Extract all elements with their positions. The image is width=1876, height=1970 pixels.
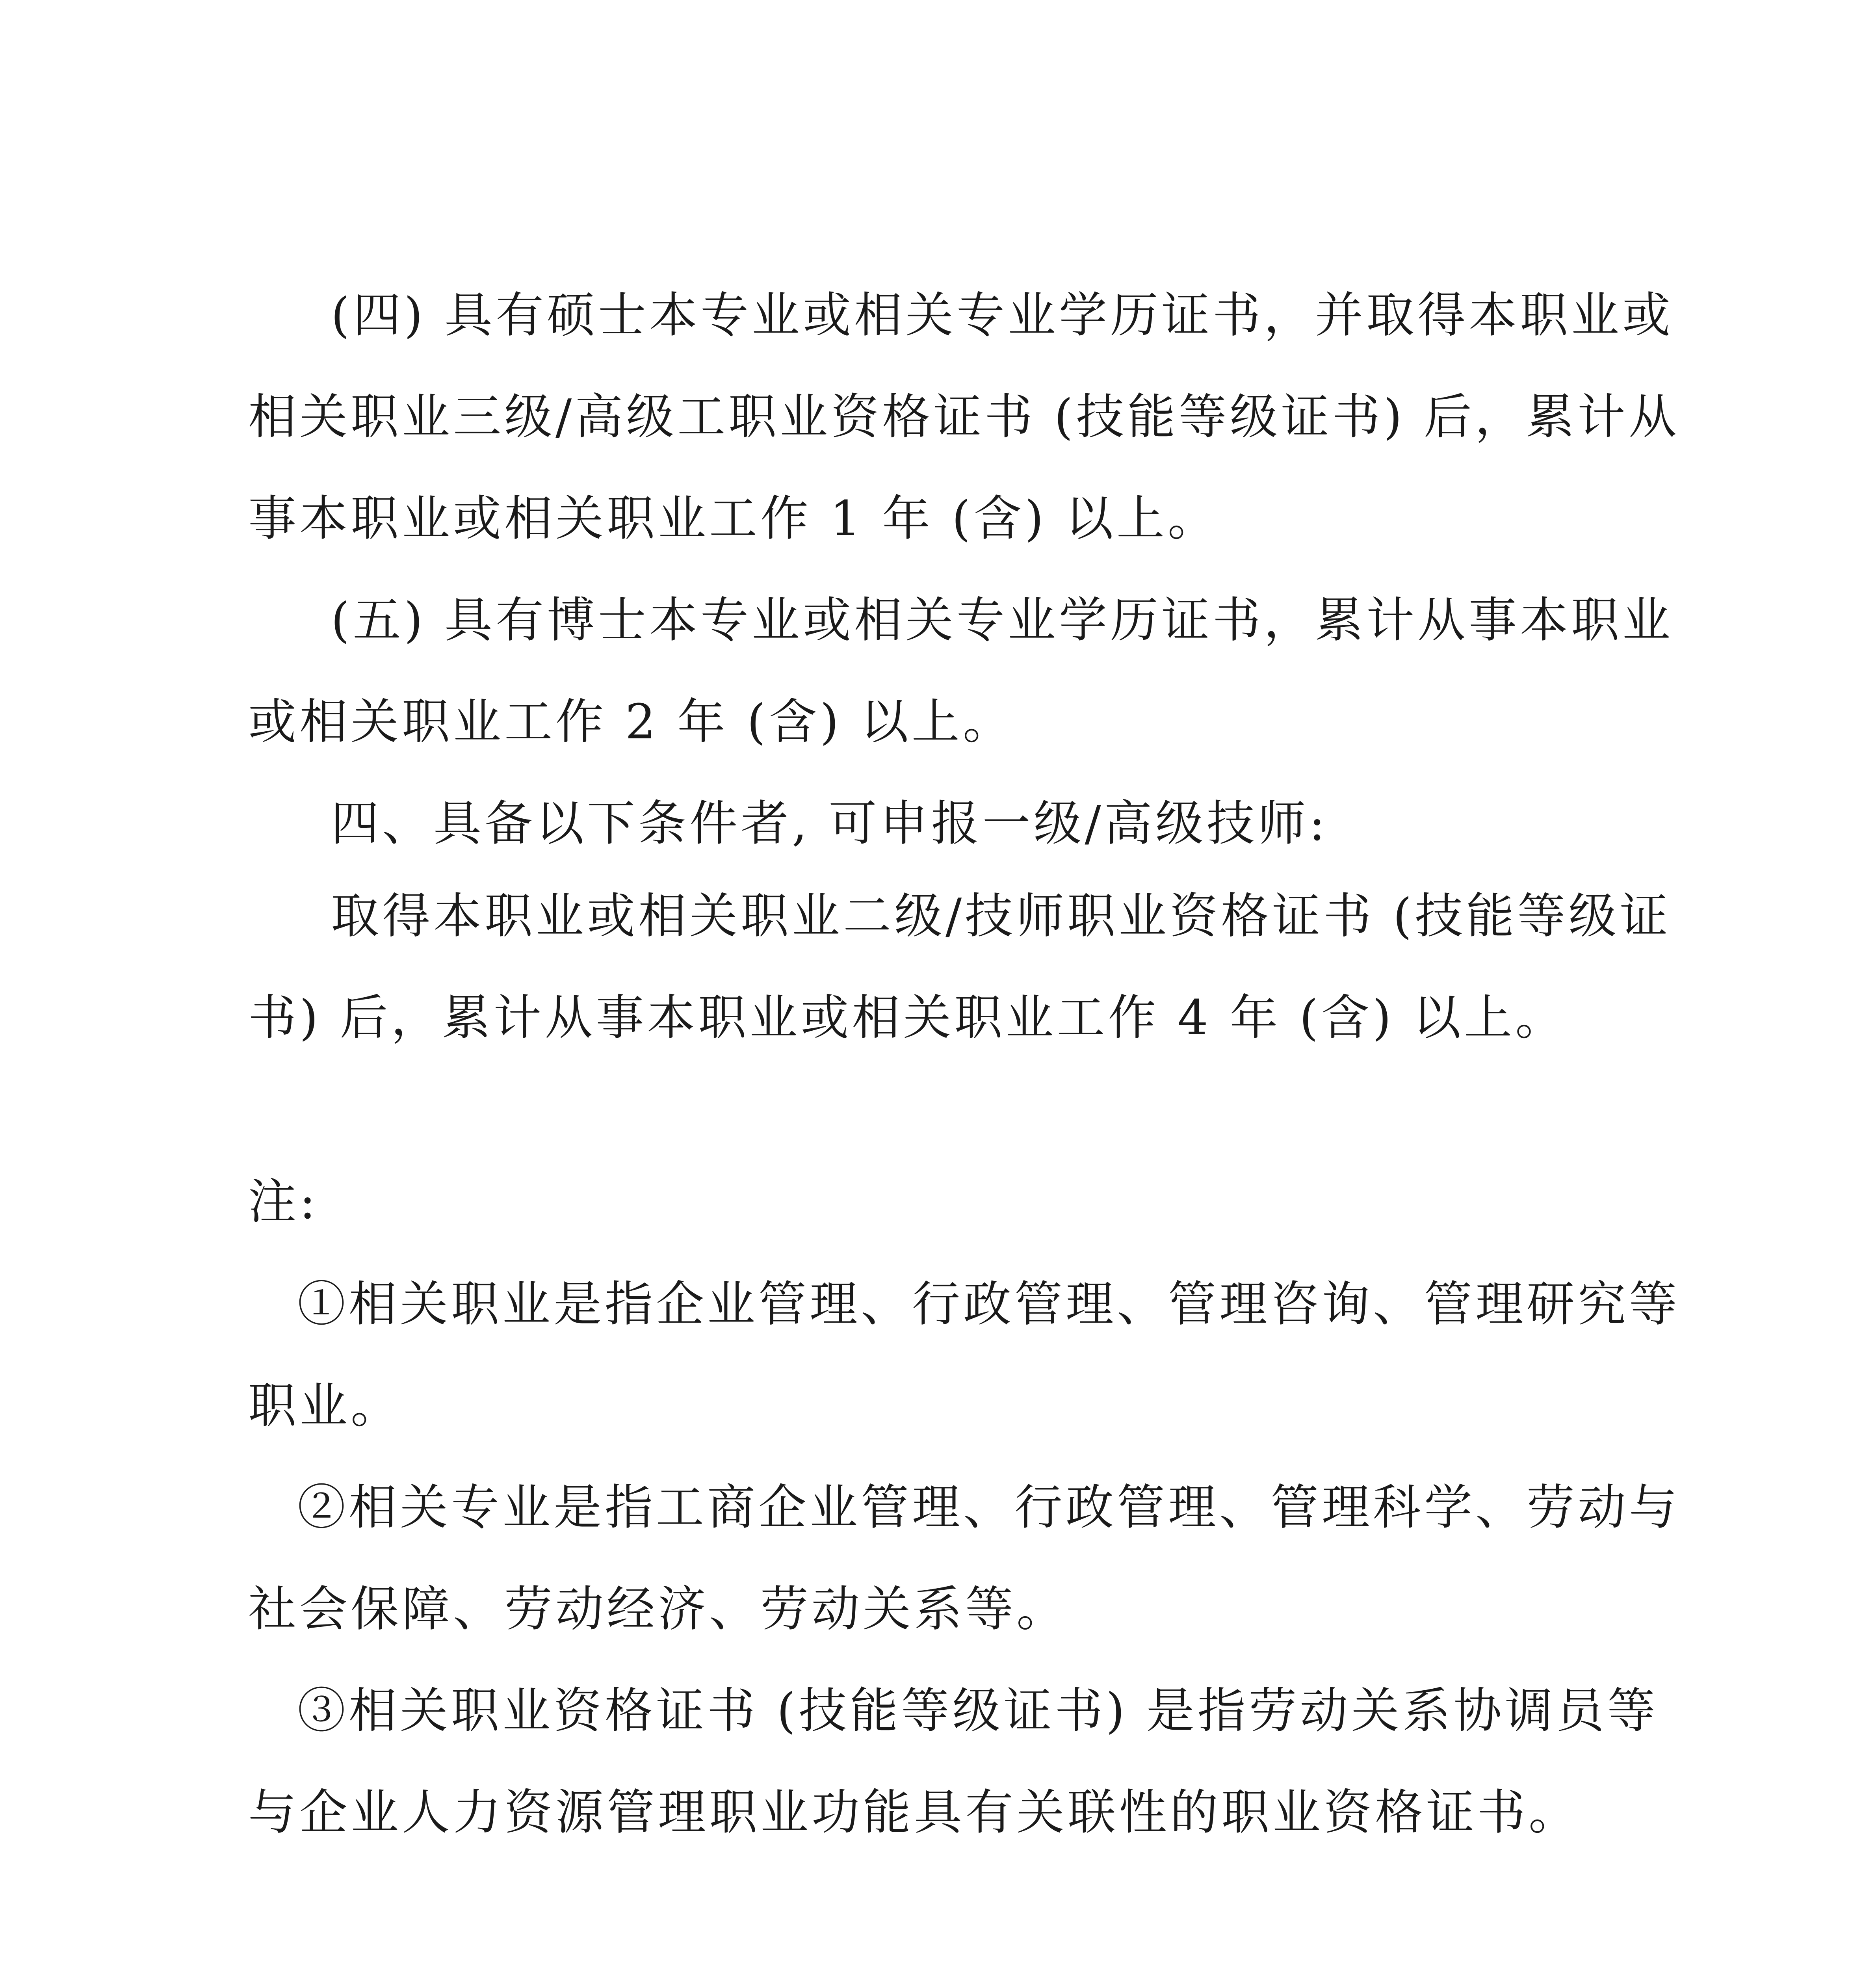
note-1-line-2: 职业。 bbox=[248, 1378, 402, 1434]
level-one-heading: 四、具备以下条件者, 可申报一级/高级技师: bbox=[331, 795, 1328, 851]
level-one-requirement-line-1: 取得本职业或相关职业二级/技师职业资格证书 (技能等级证 bbox=[331, 888, 1671, 944]
note-3-line-2: 与企业人力资源管理职业功能具有关联性的职业资格证书。 bbox=[248, 1784, 1580, 1840]
note-2-line-2: 社会保障、劳动经济、劳动关系等。 bbox=[248, 1581, 1068, 1637]
section-four-line-1: (四) 具有硕士本专业或相关专业学历证书，并取得本职业或 bbox=[331, 287, 1674, 343]
notes-heading: 注: bbox=[248, 1174, 319, 1230]
section-five-line-1: (五) 具有博士本专业或相关专业学历证书，累计从事本职业 bbox=[331, 592, 1674, 648]
note-1-line-1: ①相关职业是指企业管理、行政管理、管理咨询、管理研究等 bbox=[297, 1276, 1680, 1332]
note-2-line-1: ②相关专业是指工商企业管理、行政管理、管理科学、劳动与 bbox=[297, 1479, 1680, 1535]
level-one-requirement-line-2: 书) 后，累计从事本职业或相关职业工作 4 年 (含) 以上。 bbox=[248, 990, 1567, 1046]
section-four-line-3: 事本职业或相关职业工作 1 年 (含) 以上。 bbox=[248, 491, 1219, 546]
section-four-line-2: 相关职业三级/高级工职业资格证书 (技能等级证书) 后，累计从 bbox=[248, 389, 1680, 445]
section-five-line-2: 或相关职业工作 2 年 (含) 以上。 bbox=[248, 694, 1014, 750]
note-3-line-1: ③相关职业资格证书 (技能等级证书) 是指劳动关系协调员等 bbox=[297, 1683, 1659, 1739]
